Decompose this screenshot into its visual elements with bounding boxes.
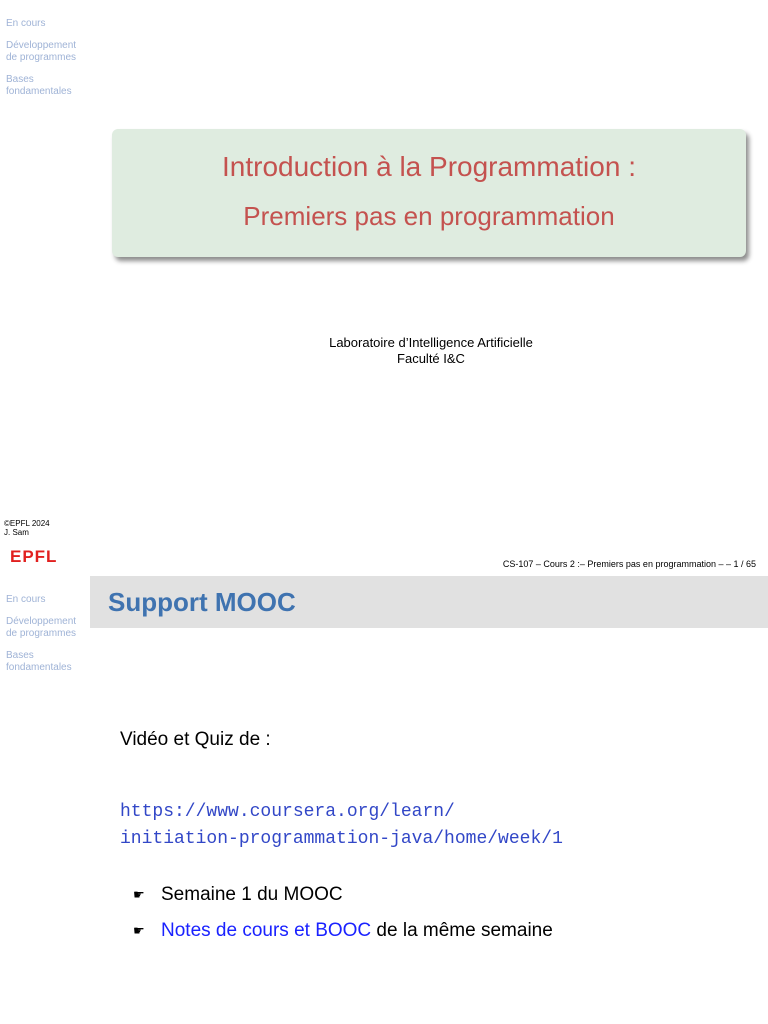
frame-title-bar xyxy=(90,576,768,628)
pointing-hand-icon: ☛ xyxy=(133,923,145,938)
slide-navigation xyxy=(6,594,86,684)
institute-faculty: Faculté I&C xyxy=(397,351,465,366)
presentation-subtitle: Premiers pas en programmation xyxy=(243,201,615,231)
nav-item-bases[interactable]: Bases fondamentales xyxy=(6,650,72,673)
mooc-url[interactable] xyxy=(120,799,563,853)
presentation-title: Introduction à la Programmation : xyxy=(222,151,636,182)
epfl-logo: EPFL xyxy=(10,547,58,566)
author: J. Sam xyxy=(4,528,29,537)
slide-navigation xyxy=(6,18,86,108)
frame-title: Support MOOC xyxy=(108,587,296,617)
slide-meta xyxy=(4,519,50,537)
url-line-2[interactable]: initiation-programmation-java/home/week/1 xyxy=(120,829,563,849)
content-slide xyxy=(0,576,768,1024)
notes-link[interactable]: Notes de cours et BOOC xyxy=(161,920,372,941)
list-item xyxy=(133,920,553,942)
nav-item-developpement[interactable]: Développement de programmes xyxy=(6,40,77,63)
nav-item-en-cours[interactable]: En cours xyxy=(6,18,46,29)
url-line-1[interactable]: https://www.coursera.org/learn/ xyxy=(120,802,455,822)
list-item xyxy=(133,884,553,906)
nav-item-en-cours[interactable]: En cours xyxy=(6,594,46,605)
institute-lab: Laboratoire d’Intelligence Artificielle xyxy=(329,335,533,350)
copyright: ©EPFL 2024 xyxy=(4,519,50,528)
nav-item-bases[interactable]: Bases fondamentales xyxy=(6,74,72,97)
bullet-text: de la même semaine xyxy=(371,920,553,941)
bullet-list xyxy=(133,884,553,956)
slide-footer: CS-107 – Cours 2 :– Premiers pas en programmation – – 1 / 65 xyxy=(502,559,756,569)
nav-item-developpement[interactable]: Développement de programmes xyxy=(6,616,77,639)
title-box xyxy=(112,129,746,257)
bullet-text: Semaine 1 du MOOC xyxy=(161,884,343,905)
pointing-hand-icon: ☛ xyxy=(133,887,145,902)
institute xyxy=(0,335,768,367)
intro-text: Vidéo et Quiz de : xyxy=(120,729,271,750)
